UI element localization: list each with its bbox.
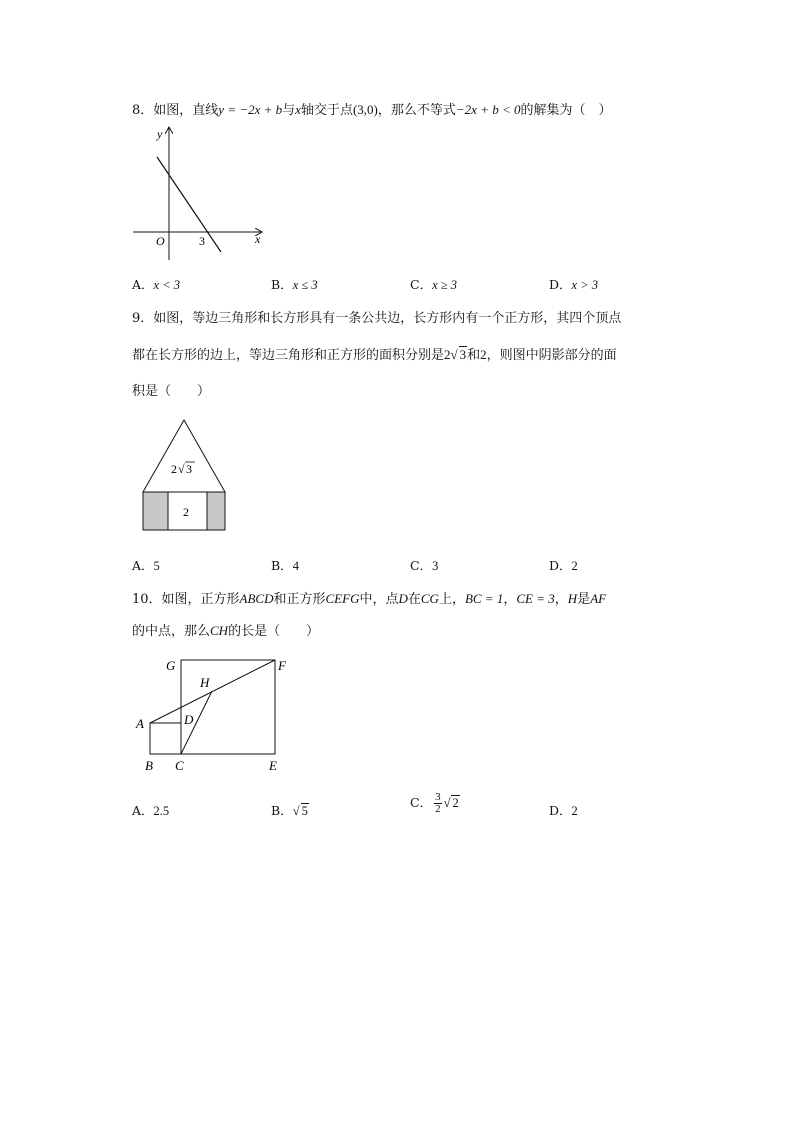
- q8-stem: 8．如图，直线y = −2x + b与x轴交于点(3,0)，那么不等式−2x + b < 0的解集为（ ）: [132, 102, 612, 118]
- label-e: E: [269, 758, 277, 773]
- label-g: G: [166, 658, 176, 673]
- square-cefg: [181, 660, 275, 754]
- shaded-left: [144, 493, 168, 530]
- q9-option-c[interactable]: C．3: [410, 558, 439, 573]
- q9-stem-line1: 9．如图，等边三角形和长方形具有一条公共边，长方形内有一个正方形，其四个顶点: [132, 311, 622, 326]
- label-f: F: [278, 658, 286, 673]
- q10-stem-line2: 的中点，那么CH的长是（ ）: [132, 623, 320, 639]
- q8-option-d[interactable]: D．x > 3: [549, 277, 599, 292]
- q10-option-c[interactable]: C． $\frac{3}{2}$ √ 2: [410, 791, 459, 815]
- q9-stem-line3: 积是（ ）: [132, 384, 211, 399]
- q9-option-a[interactable]: A．5: [132, 558, 160, 573]
- q9-option-d[interactable]: D．2: [549, 558, 578, 573]
- square-abcd: [150, 723, 181, 754]
- tick-3-label: 3: [199, 234, 205, 248]
- origin-label: O: [156, 234, 165, 248]
- q10-figure: [130, 652, 290, 776]
- triangle-area-rad: 3: [186, 462, 192, 476]
- q8-graph: [128, 122, 278, 264]
- q9-option-b[interactable]: B．4: [271, 558, 299, 573]
- label-h: H: [200, 675, 210, 690]
- svg-text:√: √: [178, 462, 185, 476]
- q8-option-a[interactable]: A．x < 3: [132, 277, 181, 292]
- label-c: C: [175, 758, 184, 773]
- fraction-3-2: $\frac{3}{2}$: [435, 791, 441, 815]
- q8-line-equation: y = −2x + b: [218, 102, 283, 117]
- q9-figure: [140, 418, 230, 534]
- q10-stem-line1: 10．如图，正方形ABCD和正方形CEFG中，点D在CG上，BC = 1，CE = 3，H是AF: [132, 591, 607, 607]
- q8-option-b[interactable]: B．x ≤ 3: [271, 277, 318, 292]
- q8-option-c[interactable]: C．x ≥ 3: [410, 277, 457, 292]
- q8-line: [157, 157, 221, 252]
- triangle-area-coef: 2: [171, 462, 177, 476]
- shaded-right: [208, 493, 225, 530]
- label-a: A: [136, 716, 144, 731]
- q8-point: (3,0): [352, 102, 378, 117]
- x-axis-label: x: [255, 232, 261, 246]
- equilateral-triangle: [143, 420, 225, 492]
- q10-option-a[interactable]: A．2.5: [132, 803, 170, 818]
- label-d: D: [184, 712, 194, 727]
- q8-inequality: −2x + b < 0: [455, 102, 521, 117]
- q10-option-d[interactable]: D．2: [549, 803, 578, 818]
- square-area-label: 2: [183, 505, 189, 519]
- y-axis-label: y: [157, 127, 163, 141]
- q9-stem-line2: 都在长方形的边上，等边三角形和正方形的面积分别是2√ 3和2，则图中阴影部分的面: [132, 347, 617, 363]
- label-b: B: [145, 758, 153, 773]
- q10-option-b[interactable]: B．√ 5: [271, 803, 308, 818]
